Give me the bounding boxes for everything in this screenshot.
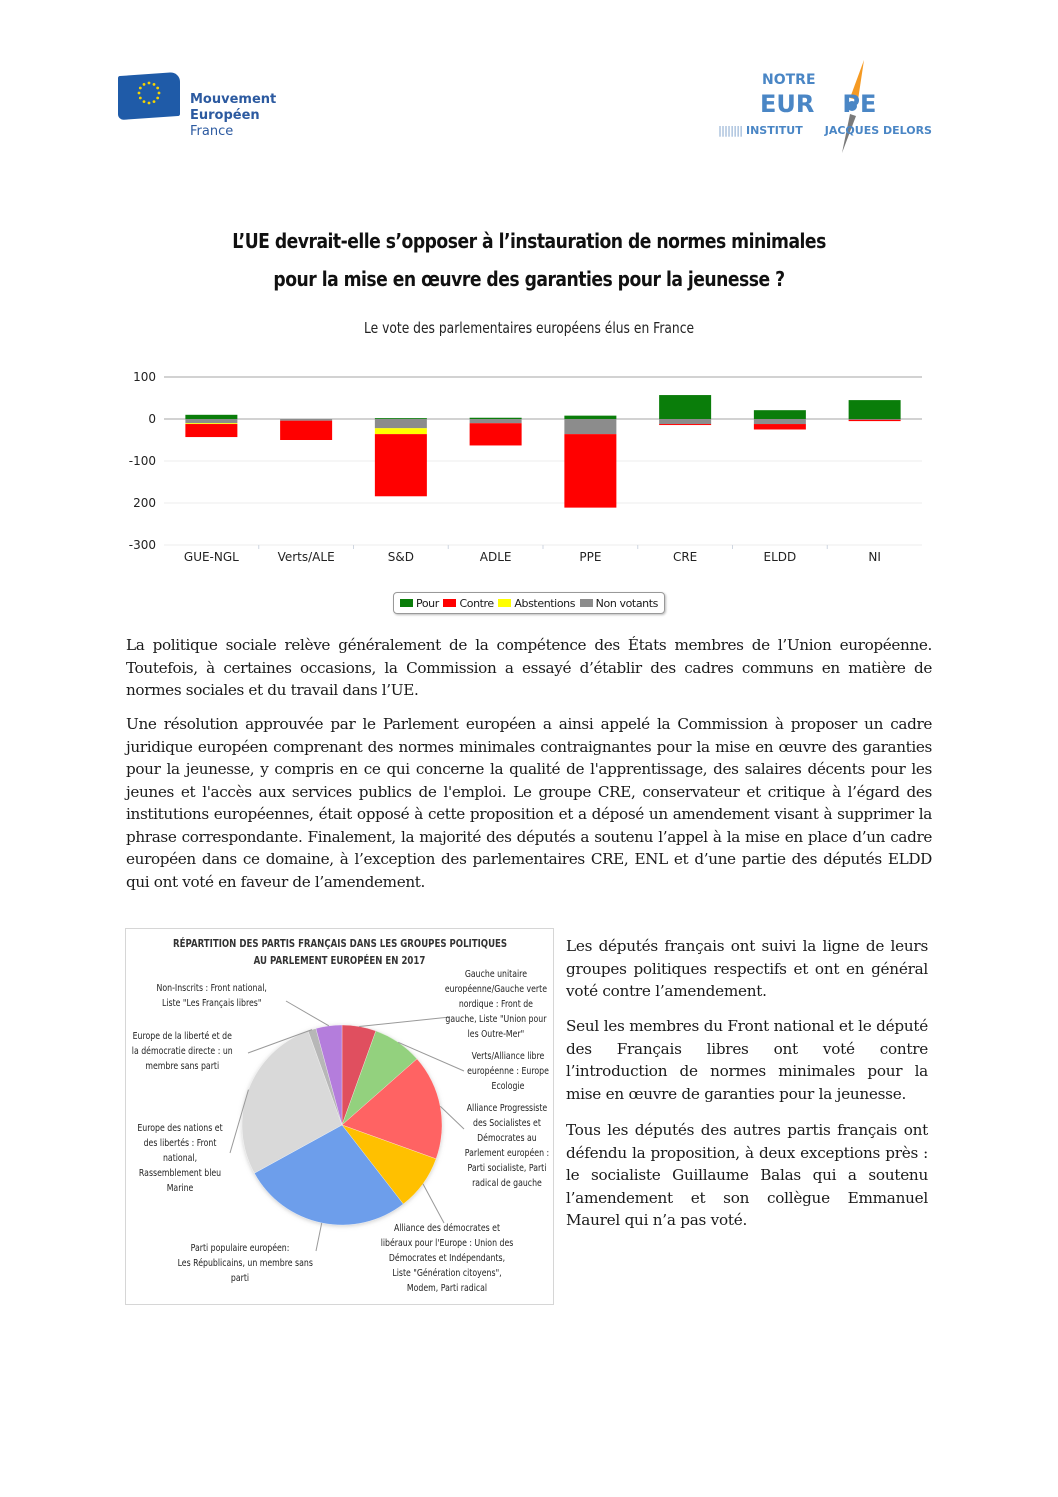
y-tick-label: -100 <box>128 454 156 468</box>
legend-item-non-votants <box>580 597 658 610</box>
pie-label-enl <box>134 1121 226 1196</box>
eu-star-icon <box>139 97 142 100</box>
eu-star-icon <box>156 97 159 100</box>
pie-label-line: Parti populaire européen: <box>190 1243 290 1254</box>
pie-leader-line <box>423 1184 444 1223</box>
pie-leader-line <box>316 1223 322 1251</box>
pie-label-line: national, <box>162 1153 198 1164</box>
x-tick-label: ADLE <box>479 550 512 564</box>
bar-segment-pour <box>754 410 806 419</box>
pie-label-line: Alliance Progressiste <box>466 1103 548 1114</box>
pie-label-verts-ale <box>467 1049 549 1094</box>
pie-label-line: Parti socialiste, Parti <box>467 1163 547 1174</box>
pie-label-line: les Outre-Mer" <box>467 1029 525 1040</box>
pie-chart-box <box>125 928 554 1305</box>
x-tick-label: GUE-NGL <box>183 550 239 564</box>
pie-label-line: Non-Inscrits : Front national, <box>156 983 267 994</box>
right-paragraph-2: Seul les membres du Front national et le député des Français libres ont voté contre l’introduction de normes minimales pour la mise en œuvre de garanties pour la jeunesse. <box>566 1017 928 1103</box>
pie-label-ppe <box>177 1241 313 1286</box>
bar-chart-svg <box>120 360 940 570</box>
vote-bar-chart <box>120 360 940 570</box>
legend-label-contre: Contre <box>459 596 494 610</box>
pie-label-line: Marine <box>166 1183 194 1194</box>
legend-swatch-contre <box>443 599 456 607</box>
x-tick-label: S&D <box>387 550 414 564</box>
legend-item-pour <box>400 597 439 610</box>
pie-label-s-d <box>465 1101 549 1191</box>
legend-item-abstentions <box>498 597 575 610</box>
bar-segment-non-votants <box>659 419 711 424</box>
pie-label-eldd <box>130 1029 235 1074</box>
bar-segment-contre <box>849 420 901 421</box>
y-tick-label: 100 <box>133 370 156 384</box>
bar-segment-contre <box>375 434 427 496</box>
paragraph-2: Une résolution approuvée par le Parlement européen a ainsi appelé la Commission à proposer un cadre juridique européen comprenant des normes minimales contraignantes pour la mise en œuvre des garanties pour la jeunesse, y compris en ce qui concerne la qualité de l'apprentissage, des salaires décents pour les jeunes et l'accès aux services publics de l'emploi. Le groupe CRE, conservateur et critique à l’égard des institutions européennes, était opposé à cette proposition et a déposé un amendement visant à supprimer la phrase correspondante. Finalement, la majorité des députés a soutenu l’appel à la mise en place d’un cadre européen dans ce domaine, à l’exception des parlementaires CRE, ENL et d’une partie des députés ELDD qui ont voté en faveur de l’amendement. <box>126 715 932 891</box>
y-tick-label: -300 <box>128 538 156 552</box>
pie-label-line: radical de gauche <box>471 1178 542 1189</box>
x-tick-label: ELDD <box>763 550 797 564</box>
bar-segment-pour <box>470 418 522 419</box>
pie-leader-line <box>286 1001 329 1026</box>
bar-segment-contre <box>470 423 522 445</box>
legend-swatch-pour <box>400 599 413 607</box>
eu-star-icon <box>143 83 146 86</box>
pie-label-line: Gauche unitaire <box>464 969 528 980</box>
bar-segment-non-votants <box>754 419 806 424</box>
pie-label-line: Modem, Parti radical <box>406 1283 488 1294</box>
pie-label-line: Liste "Génération citoyens", <box>392 1268 502 1279</box>
legend-swatch-abstentions <box>498 599 511 607</box>
logo-left-line2: Européen <box>190 108 260 123</box>
pie-label-line: Les Républicains, un membre sans <box>177 1258 313 1269</box>
x-tick-label: NI <box>868 550 881 564</box>
pie-label-line: membre sans parti <box>145 1061 220 1072</box>
pie-leader-line <box>440 1106 464 1129</box>
pie-label-line: européenne/Gauche verte <box>444 984 547 995</box>
pie-label-adle <box>381 1221 514 1296</box>
right-paragraph-3: Tous les députés des autres partis français ont défendu la proposition, à deux exceptions près : le socialiste Guillaume Balas qui a soutenu l’amendement et son collègue Emmanuel Maurel qui n’a pas voté. <box>566 1121 928 1229</box>
logo-right-line1: NOTRE <box>762 72 816 88</box>
pie-label-line: parti <box>230 1273 250 1284</box>
logo-right-pe: PE <box>842 90 877 118</box>
pie-label-line: nordique : Front de <box>458 999 533 1010</box>
bar-segment-contre <box>185 424 237 437</box>
bar-segment-pour <box>659 395 711 419</box>
page-title-line1: L’UE devrait-elle s’opposer à l’instauration de normes minimales <box>232 229 826 253</box>
pie-label-line: européenne : Europe <box>467 1066 549 1077</box>
pie-label-line: Europe des nations et <box>137 1123 223 1134</box>
page-title-line2: pour la mise en œuvre des garanties pour la jeunesse ? <box>273 267 785 291</box>
logo-right-jacques-delors: JACQUES DELORS <box>824 124 932 137</box>
bar-segment-non-votants <box>470 419 522 423</box>
pie-label-ni <box>154 981 269 1011</box>
chart-legend <box>393 592 665 614</box>
legend-swatch-non-votants <box>580 599 593 607</box>
logo-mouvement-europeen <box>118 70 318 150</box>
bar-segment-pour <box>564 416 616 419</box>
logo-right-institut: INSTITUT <box>745 124 803 137</box>
pie-label-line: Verts/Alliance libre <box>471 1051 545 1062</box>
pie-label-line: Démocrates et Indépendants, <box>388 1253 506 1264</box>
x-tick-label: Verts/ALE <box>277 550 335 564</box>
pie-label-line: Liste "Les Français libres" <box>161 998 262 1009</box>
logo-right-eur: EUR <box>760 90 815 118</box>
eu-star-icon <box>138 92 141 95</box>
chart-subtitle: Le vote des parlementaires européens élus en France <box>363 319 695 337</box>
bar-segment-non-votants <box>185 419 237 423</box>
pie-label-line: des libertés : Front <box>143 1138 217 1149</box>
bar-segment-contre <box>754 424 806 429</box>
pie-label-line: Ecologie <box>491 1081 525 1092</box>
eu-star-icon <box>143 100 146 103</box>
eu-star-icon <box>148 102 151 105</box>
eu-star-icon <box>156 87 159 90</box>
pie-label-line: des Socialistes et <box>472 1118 541 1129</box>
bar-segment-pour <box>849 400 901 419</box>
bar-segment-abstentions <box>375 428 427 434</box>
eu-star-icon <box>148 82 151 85</box>
logo-notre-europe: NOTRE EUR PE |||||||| INSTITUT JACQUES DELORS <box>716 58 952 162</box>
legend-label-pour: Pour <box>416 596 439 610</box>
pie-label-line: la démocratie directe : un <box>131 1046 233 1057</box>
pie-label-line: Alliance des démocrates et <box>393 1223 501 1234</box>
right-paragraph-1: Les députés français ont suivi la ligne de leurs groupes politiques respectifs et ont en général voté contre l’amendement. <box>566 937 928 1000</box>
pie-label-line: Rassemblement bleu <box>138 1168 222 1179</box>
legend-label-abstentions: Abstentions <box>514 596 576 610</box>
legend-label-non-votants: Non votants <box>595 596 658 610</box>
pie-title-line2: AU PARLEMENT EUROPÉEN EN 2017 <box>253 954 426 967</box>
logo-left-line1: Mouvement <box>190 92 277 107</box>
pie-label-gue-ngl <box>445 967 547 1042</box>
bar-segment-non-votants <box>280 419 332 421</box>
pie-label-line: libéraux pour l'Europe : Union des <box>380 1238 514 1249</box>
y-tick-label: 0 <box>148 412 156 426</box>
eu-star-icon <box>153 100 156 103</box>
eu-star-icon <box>158 92 161 95</box>
bar-segment-non-votants <box>564 419 616 434</box>
logo-left-line3: France <box>190 124 234 139</box>
pie-label-line: Démocrates au <box>477 1133 537 1144</box>
pie-title-line1: RÉPARTITION DES PARTIS FRANÇAIS DANS LES GROUPES POLITIQUES <box>172 937 508 950</box>
pie-label-line: Parlement européen : <box>464 1148 549 1159</box>
bar-segment-contre <box>564 434 616 508</box>
pie-label-line: gauche, Liste "Union pour <box>445 1014 547 1025</box>
y-tick-label: 200 <box>133 496 156 510</box>
pie-label-line: Europe de la liberté et de <box>132 1031 232 1042</box>
eu-star-icon <box>139 87 142 90</box>
bar-segment-contre <box>659 424 711 425</box>
bar-segment-non-votants <box>375 419 427 428</box>
pie-leader-line <box>359 1017 450 1026</box>
eu-star-icon <box>153 83 156 86</box>
x-tick-label: CRE <box>672 550 698 564</box>
bar-segment-pour <box>185 415 237 419</box>
eu-stars-icon <box>136 80 162 106</box>
x-tick-label: PPE <box>579 550 602 564</box>
paragraph-1: La politique sociale relève généralement de la compétence des États membres de l’Union européenne. Toutefois, à certaines occasions, la Commission a essayé d’établir des cadres communs en matière de normes sociales et du travail dans l’UE. <box>126 636 932 699</box>
legend-item-contre <box>443 597 493 610</box>
bar-segment-contre <box>280 421 332 440</box>
